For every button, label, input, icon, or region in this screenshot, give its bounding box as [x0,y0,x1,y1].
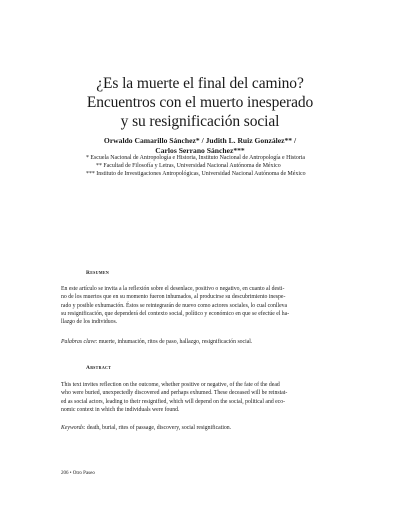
resumen-line-4: su resignificación, que dependerá del contexto social, político y económico en que se efectúe el ha- [61,310,290,317]
keywords [61,424,340,432]
palabras-clave [61,338,340,346]
abstract-line-1: This text invites reflection on the outcome, whether positive or negative, of the fate of the dead [61,382,280,388]
palabras-label: Palabras clave [61,339,96,345]
resumen-line-5: llazgo de los individuos. [61,319,118,326]
page-footer: 206 • Otro Paseo [61,471,95,476]
resumen-line-1: En este artículo se invita a la reflexión sobre el desenlace, positivo o negativo, en cuanto al desti- [61,286,285,292]
authors-block [40,136,360,156]
abstract-line-2: who were buried, unexpectedly discovered and perhaps exhumed. These deceased will be reinstat- [61,390,288,397]
resumen-text [61,285,340,326]
resumen-line-3: rado y posible exhumación. Éstos se reintegrarán de nuevo como actores sociales, lo cual conlleva [61,302,288,309]
title-line-3: y su resignificación social [120,113,280,130]
title-line-1: ¿Es la muerte el final del camino? [96,75,304,92]
resumen-heading: Resumen [86,270,110,276]
palabras-text: : muerte, inhumación, ritos de paso, hallazgo, resignificación social. [95,339,253,345]
keywords-text: : death, burial, rites of passage, discovery, social resignification. [83,425,232,431]
authors-line-1: Orwaldo Camarillo Sánchez* / Judith L. Ruiz González** / [103,136,297,145]
title-line-2: Encuentros con el muerto inesperado [86,94,314,111]
abstract-text [61,381,340,414]
authors-line-2: Carlos Serrano Sánchez*** [155,146,245,155]
keywords-label: Keywords [61,425,84,431]
affiliation-2: ** Facultad de Filosofía y Letras, Universidad Nacional Autónoma de México [96,163,281,170]
affiliation-1: * Escuela Nacional de Antropología e Historia, Instituto Nacional de Antropología e Historia [86,155,306,161]
abstract-line-3: ed as social actors, leading to their resignified, which will depend on the social, political and eco- [61,398,286,405]
affiliation-3: *** Instituto de Investigaciones Antropológicas, Universidad Nacional Autónoma de México [86,171,306,178]
article-title [40,74,360,131]
affiliations [86,154,358,179]
resumen-line-2: no de los muertos que en su momento fueron inhumados, al producirse su descubrimiento inespe- [61,294,286,301]
abstract-heading: Abstract [86,365,112,371]
abstract-line-4: nomic context in which the individuals were found. [61,406,180,413]
